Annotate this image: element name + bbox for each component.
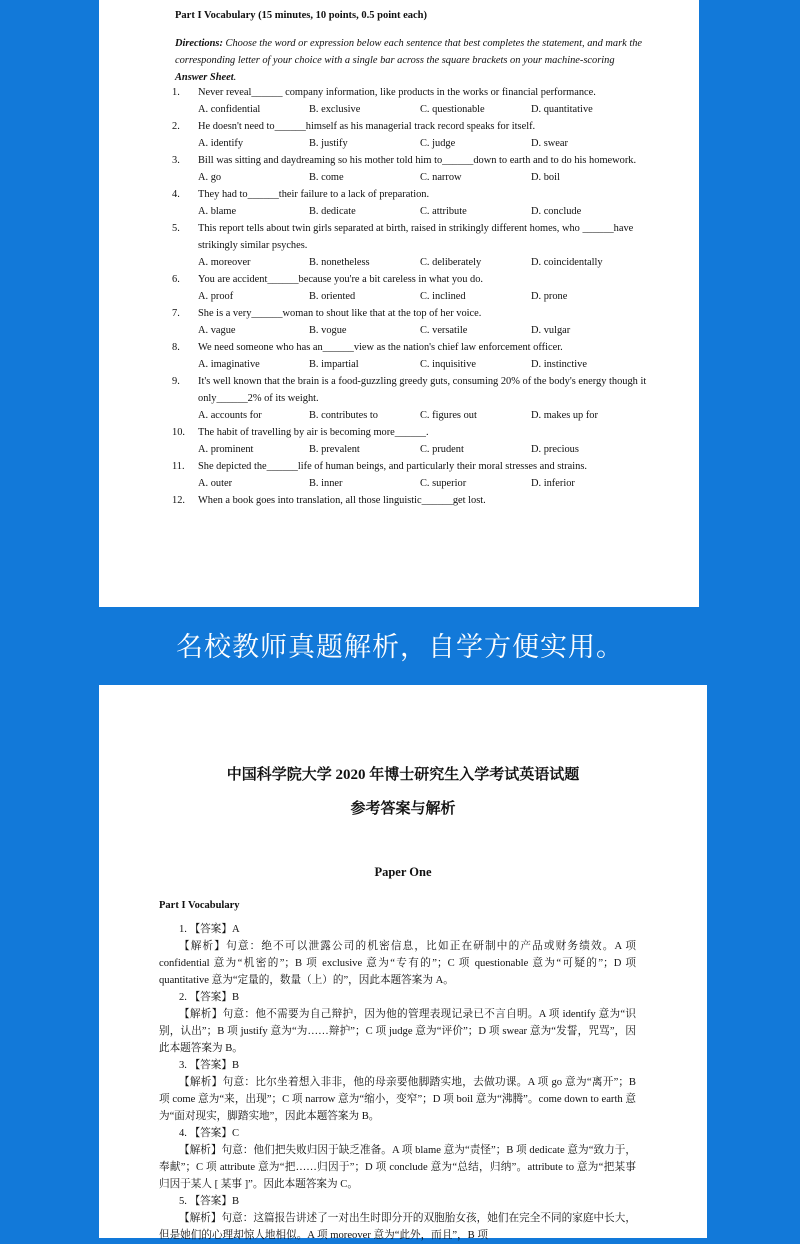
question-row	[172, 424, 650, 441]
answer-page	[99, 685, 707, 1241]
option: C. inclined	[420, 291, 466, 302]
option: C. superior	[420, 478, 467, 489]
question-row	[172, 492, 650, 509]
option: A. outer	[198, 478, 233, 489]
option: B. dedicate	[309, 206, 356, 217]
question-text: Bill was sitting and daydreaming so his mother told him to______down to earth and to do his homework.	[198, 155, 637, 166]
option: D. makes up for	[531, 410, 598, 421]
option: A. blame	[198, 206, 237, 217]
answer-line: 5. 【答案】B	[179, 1196, 240, 1207]
answer-line: 4. 【答案】C	[179, 1128, 240, 1139]
option: C. questionable	[420, 104, 485, 115]
promo-banner: 名校教师真题解析，自学方便实用。	[176, 632, 624, 663]
option: B. nonetheless	[309, 257, 370, 268]
option: D. conclude	[531, 206, 582, 217]
answer-line: 1. 【答案】A	[179, 924, 240, 935]
option: B. contributes to	[309, 410, 378, 421]
question-row	[172, 458, 650, 475]
question-text: It's well known that the brain is a food-guzzling greedy guts, consuming 20% of the body's energy though it only______2% of its weight.	[198, 376, 647, 404]
answer-line: 2. 【答案】B	[179, 992, 240, 1003]
option: C. figures out	[420, 410, 477, 421]
option: C. deliberately	[420, 257, 482, 268]
question-number: 6.	[172, 274, 180, 285]
option: D. boil	[531, 172, 560, 183]
option-row	[172, 135, 650, 152]
explanation: 【解析】句意：比尔坐着想入非非，他的母亲要他脚踏实地，去做功课。A 项 go 意为“离开”；B 项 come 意为“来，出现”；C 项 narrow 意为“缩小，变窄”；D 项 boil 意为“沸腾”。come down to earth 意为“面对现实，脚踏实地”，因此本题答案为 B。	[159, 1077, 636, 1122]
option-row	[172, 101, 650, 118]
question-item	[172, 271, 650, 305]
question-item	[172, 305, 650, 339]
option: C. versatile	[420, 325, 468, 336]
question-item	[172, 424, 650, 458]
option-row	[172, 322, 650, 339]
directions-label: Directions:	[175, 38, 223, 49]
question-item	[172, 118, 650, 152]
option: A. prominent	[198, 444, 254, 455]
explanation: 【解析】句意：他们把失败归因于缺乏准备。A 项 blame 意为“责怪”；B 项 dedicate 意为“致力于，奉献”；C 项 attribute 意为“把……归因于”；D 项 conclude 意为“总结，归纳”。attribute to 意为“把某事归因于某人 [ 某事 ]”。因此本题答案为 C。	[159, 1145, 636, 1190]
explanation: 【解析】句意：这篇报告讲述了一对出生时即分开的双胞胎女孩，她们在完全不同的家庭中长大，但是她们的心理却惊人地相似。A 项 moreover 意为“此外，而且”，B 项	[159, 1213, 636, 1241]
question-text: When a book goes into translation, all those linguistic______get lost.	[198, 495, 486, 506]
question-number: 7.	[172, 308, 180, 319]
option: C. judge	[420, 138, 456, 149]
question-item	[172, 492, 650, 509]
question-row	[172, 220, 650, 254]
question-text: We need someone who has an______view as the nation's chief law enforcement officer.	[198, 342, 563, 353]
question-text: She depicted the______life of human beings, and particularly their moral stresses and strains.	[198, 461, 587, 472]
question-number: 4.	[172, 189, 180, 200]
option-row	[172, 407, 650, 424]
question-number: 2.	[172, 121, 180, 132]
question-item	[172, 373, 650, 424]
option: B. come	[309, 172, 344, 183]
option: D. swear	[531, 138, 568, 149]
option: C. prudent	[420, 444, 464, 455]
question-text: They had to______their failure to a lack of preparation.	[198, 189, 430, 200]
question-row	[172, 152, 650, 169]
option-row	[172, 475, 650, 492]
question-text: He doesn't need to______himself as his managerial track record speaks for itself.	[198, 121, 536, 132]
question-row	[172, 84, 650, 101]
answer-subtitle: 参考答案与解析	[350, 801, 456, 817]
question-row	[172, 373, 650, 407]
question-item	[172, 458, 650, 492]
question-text: You are accident______because you're a bit careless in what you do.	[198, 274, 484, 285]
question-row	[172, 305, 650, 322]
option: D. inferior	[531, 478, 575, 489]
question-number: 10.	[172, 427, 185, 438]
option: C. inquisitive	[420, 359, 476, 370]
option: D. instinctive	[531, 359, 587, 370]
question-text: She is a very______woman to shout like that at the top of her voice.	[198, 308, 482, 319]
question-number: 1.	[172, 87, 180, 98]
exam-page-part1	[99, 0, 699, 607]
option-row	[172, 356, 650, 373]
explanation: 【解析】句意：绝不可以泄露公司的机密信息，比如正在研制中的产品或财务绩效。A 项 confidential 意为“机密的”；B 项 exclusive 意为“专有的”；C 项 questionable 意为“可疑的”；D 项 quantitative 意为“定量的，数量（上）的”，因此本题答案为 A。	[159, 941, 636, 986]
option: B. prevalent	[309, 444, 360, 455]
explanation: 【解析】句意：他不需要为自己辩护，因为他的管理表现记录已不言自明。A 项 identify 意为“识别，认出”；B 项 justify 意为“为……辩护”；C 项 judge 意为“评价”；D 项 swear 意为“发誓，咒骂”，因此本题答案为 B。	[159, 1009, 636, 1054]
option-row	[172, 288, 650, 305]
option: B. inner	[309, 478, 343, 489]
question-list	[172, 84, 650, 509]
directions-text: Choose the word or expression below each sentence that best completes the statement, and mark the corresponding letter of your choice with a single bar across the square brackets on your machine-scoring	[175, 38, 643, 66]
option: C. attribute	[420, 206, 467, 217]
option: A. vague	[198, 325, 236, 336]
option: A. identify	[198, 138, 244, 149]
question-item	[172, 186, 650, 220]
question-row	[172, 339, 650, 356]
question-number: 11.	[172, 461, 185, 472]
answer-title: 中国科学院大学 2020 年博士研究生入学考试英语试题	[226, 767, 580, 783]
option: C. narrow	[420, 172, 462, 183]
question-number: 12.	[172, 495, 185, 506]
option: D. quantitative	[531, 104, 593, 115]
question-item	[172, 152, 650, 186]
question-text: The habit of travelling by air is becoming more______.	[198, 427, 429, 438]
question-item	[172, 339, 650, 373]
question-row	[172, 118, 650, 135]
part1-heading: Part I Vocabulary (15 minutes, 10 points, 0.5 point each)	[175, 10, 428, 21]
option: A. go	[198, 172, 222, 183]
paper-heading: Paper One	[374, 865, 432, 879]
option: B. exclusive	[309, 104, 361, 115]
question-text: Never reveal______ company information, like products in the works or financial performance.	[198, 87, 596, 98]
option: A. imaginative	[198, 359, 260, 370]
option: D. vulgar	[531, 325, 571, 336]
question-number: 8.	[172, 342, 180, 353]
option: D. coincidentally	[531, 257, 603, 268]
option: D. prone	[531, 291, 568, 302]
option-row	[172, 254, 650, 271]
part-heading: Part I Vocabulary	[159, 900, 240, 911]
analysis-list	[159, 921, 636, 1244]
question-text: This report tells about twin girls separated at birth, raised in strikingly different homes, who ______have strikingly similar psyches.	[198, 223, 634, 251]
option: B. justify	[309, 138, 348, 149]
option: A. confidential	[198, 104, 261, 115]
question-number: 9.	[172, 376, 180, 387]
question-row	[172, 271, 650, 288]
option-row	[172, 203, 650, 220]
directions-period: .	[233, 72, 237, 83]
option-row	[172, 169, 650, 186]
option: A. accounts for	[198, 410, 262, 421]
question-row	[172, 186, 650, 203]
answer-line: 3. 【答案】B	[179, 1060, 240, 1071]
question-item	[172, 220, 650, 271]
directions	[175, 35, 645, 86]
option-row	[172, 441, 650, 458]
question-item	[172, 84, 650, 118]
option: B. vogue	[309, 325, 347, 336]
option: D. precious	[531, 444, 579, 455]
option: B. impartial	[309, 359, 359, 370]
question-number: 3.	[172, 155, 180, 166]
option: A. moreover	[198, 257, 251, 268]
answer-sheet-label: Answer Sheet	[175, 72, 234, 83]
option: B. oriented	[309, 291, 356, 302]
option: A. proof	[198, 291, 234, 302]
question-number: 5.	[172, 223, 180, 234]
